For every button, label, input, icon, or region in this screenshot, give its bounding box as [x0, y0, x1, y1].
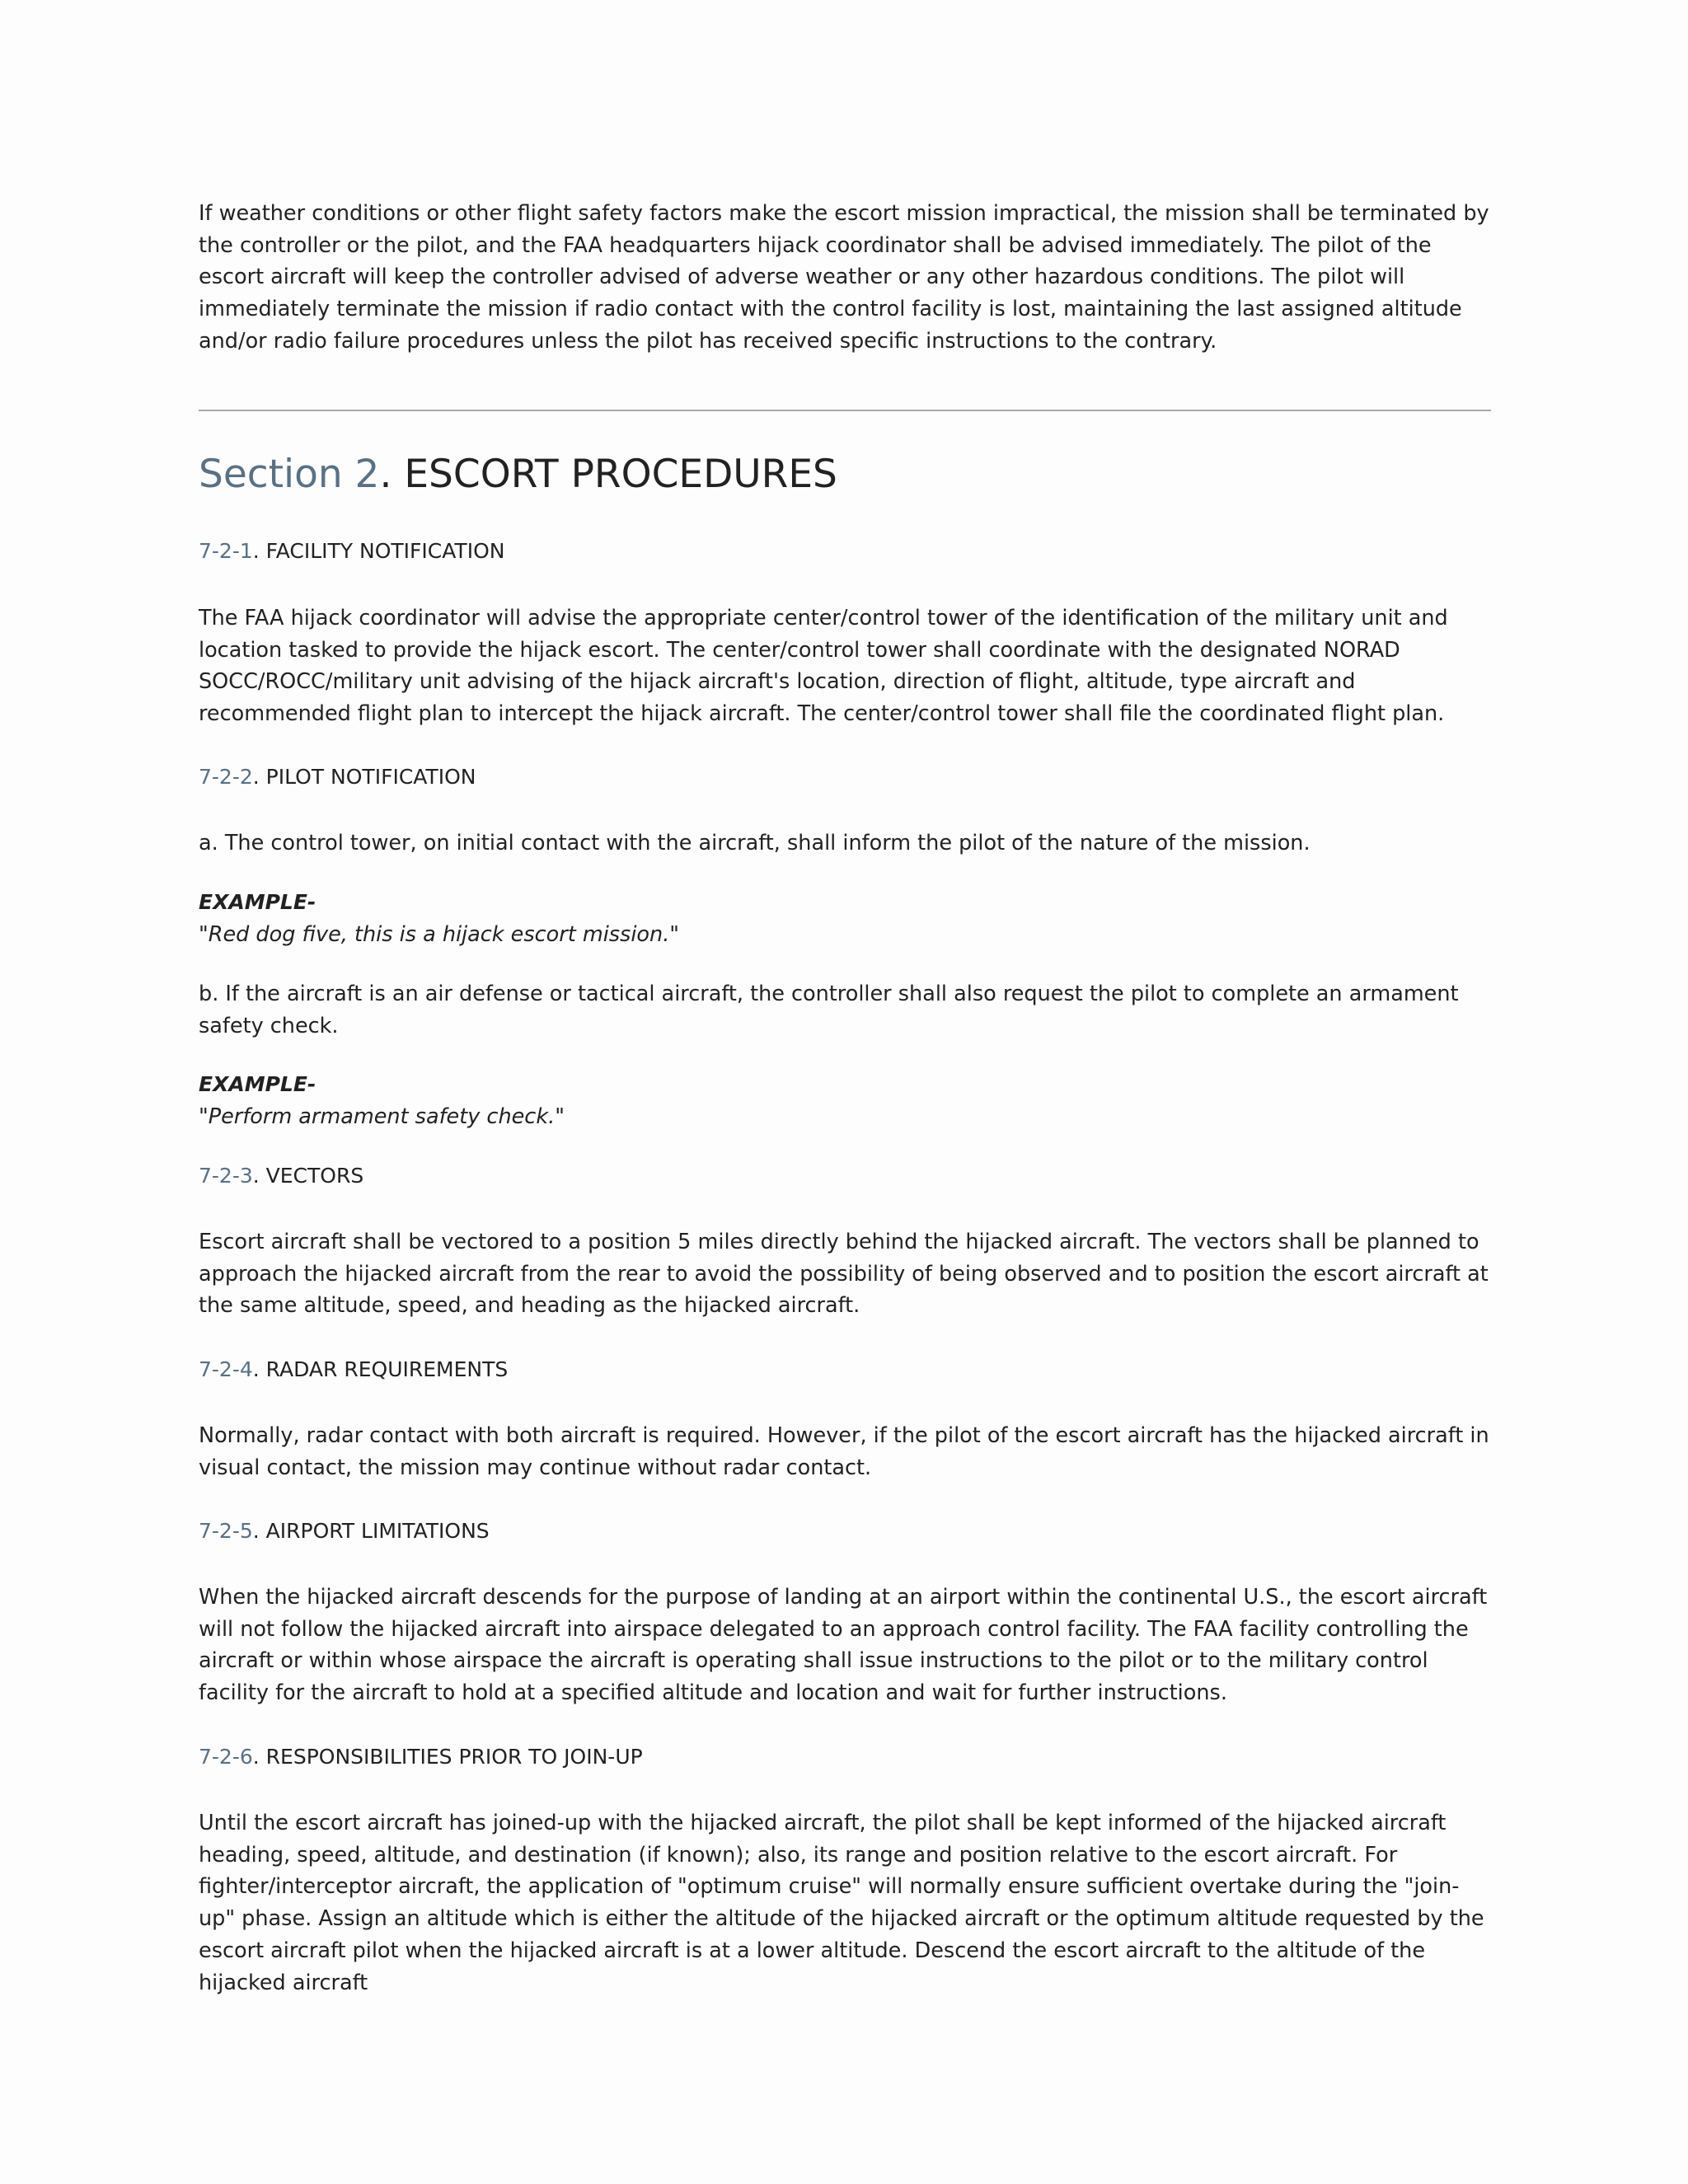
subparagraph-a	[199, 827, 1493, 860]
paragraph-7-2-5-text: When the hijacked aircraft descends for the purpose of landing at an airport within the continental U.S., the escort aircraft will not follow the hijacked aircraft into airspace delegated to an approach control facility. The FAA facility controlling the aircraft or within whose airspace the aircraft is operating shall issue instructions to the pilot or to the military control facility for the aircraft to hold at a specified altitude and location and wait for further instructions.	[199, 1585, 1488, 1706]
paragraph-title: . VECTORS	[252, 1164, 364, 1188]
paragraph-number: 7-2-5	[199, 1519, 253, 1543]
paragraph-title: . FACILITY NOTIFICATION	[252, 539, 505, 563]
paragraph-title: . RESPONSIBILITIES PRIOR TO JOIN-UP	[252, 1745, 643, 1769]
paragraph-title: . RADAR REQUIREMENTS	[252, 1357, 509, 1381]
paragraph-7-2-3-text: Escort aircraft shall be vectored to a position 5 miles directly behind the hijacked aircraft. The vectors shall be planned to approach the hijacked aircraft from the rear to avoid the possibility of being observed and to position the escort aircraft at the same altitude, speed, and heading as the hijacked aircraft.	[199, 1230, 1489, 1319]
heading-7-2-3	[199, 1162, 363, 1190]
paragraph-7-2-6-text: Until the escort aircraft has joined-up with the hijacked aircraft, the pilot shall be kept informed of the hijacked aircraft heading, speed, altitude, and destination (if known); also, its range and position relative to the escort aircraft. For fighter/interceptor aircraft, the application of "optimum cruise" will normally ensure sufficient overtake during the "join-up" phase. Assign an altitude which is either the altitude of the hijacked aircraft or the optimum altitude requested by the escort aircraft pilot when the hijacked aircraft is at a lower altitude. Descend the escort aircraft to the altitude of the hijacked aircraft	[199, 1811, 1484, 1995]
subparagraph-b	[199, 978, 1493, 1042]
section-number: Section 2	[199, 452, 380, 497]
section-title: . ESCORT PROCEDURES	[379, 452, 837, 497]
paragraph-number: 7-2-3	[199, 1164, 253, 1188]
section-heading	[199, 450, 837, 499]
example-heading: EXAMPLE-	[199, 1072, 316, 1096]
intro-paragraph: If weather conditions or other flight safety factors make the escort mission impractical, the mission shall be terminated by the controller or the pilot, and the FAA headquarters hijack coordinator shall be advised immediately. The pilot of the escort aircraft will keep the controller advised of adverse weather or any other hazardous conditions. The pilot will immediately terminate the mission if radio contact with the control facility is lost, maintaining the last assigned altitude and/or radio failure procedures unless the pilot has received specific instructions to the contrary.	[199, 201, 1489, 354]
paragraph-7-2-1-text: The FAA hijack coordinator will advise the appropriate center/control tower of the identification of the military unit and location tasked to provide the hijack escort. The center/control tower shall coordinate with the designated NORAD SOCC/ROCC/military unit advising of the hijack aircraft's location, direction of flight, altitude, type aircraft and recommended flight plan to intercept the hijack aircraft. The center/control tower shall file the coordinated flight plan.	[199, 606, 1448, 727]
paragraph-7-2-4-text: Normally, radar contact with both aircraft is required. However, if the pilot of the escort aircraft has the hijacked aircraft in visual contact, the mission may continue without radar contact.	[199, 1423, 1489, 1480]
paragraph-number: 7-2-4	[199, 1357, 253, 1381]
example-heading: EXAMPLE-	[199, 890, 316, 914]
subparagraph-label: b	[199, 982, 213, 1006]
document-content	[199, 198, 1493, 1995]
section-divider	[199, 410, 1491, 411]
heading-7-2-4	[199, 1356, 508, 1384]
example-text: "Red dog five, this is a hijack escort mission."	[199, 922, 680, 947]
paragraph-title: . PILOT NOTIFICATION	[252, 765, 476, 789]
paragraph-number: 7-2-1	[199, 539, 253, 563]
heading-7-2-2	[199, 763, 476, 791]
paragraph-number: 7-2-6	[199, 1745, 253, 1769]
subparagraph-text: . If the aircraft is an air defense or tactical aircraft, the controller shall also request the pilot to complete an armament safety check.	[199, 982, 1459, 1038]
heading-7-2-1	[199, 537, 504, 565]
paragraph-number: 7-2-2	[199, 765, 253, 789]
subparagraph-text: . The control tower, on initial contact with the aircraft, shall inform the pilot of the nature of the mission.	[211, 831, 1311, 855]
paragraph-title: . AIRPORT LIMITATIONS	[252, 1519, 490, 1543]
example-text: "Perform armament safety check."	[199, 1104, 565, 1129]
heading-7-2-5	[199, 1517, 490, 1545]
heading-7-2-6	[199, 1743, 643, 1771]
subparagraph-label: a	[199, 831, 212, 855]
